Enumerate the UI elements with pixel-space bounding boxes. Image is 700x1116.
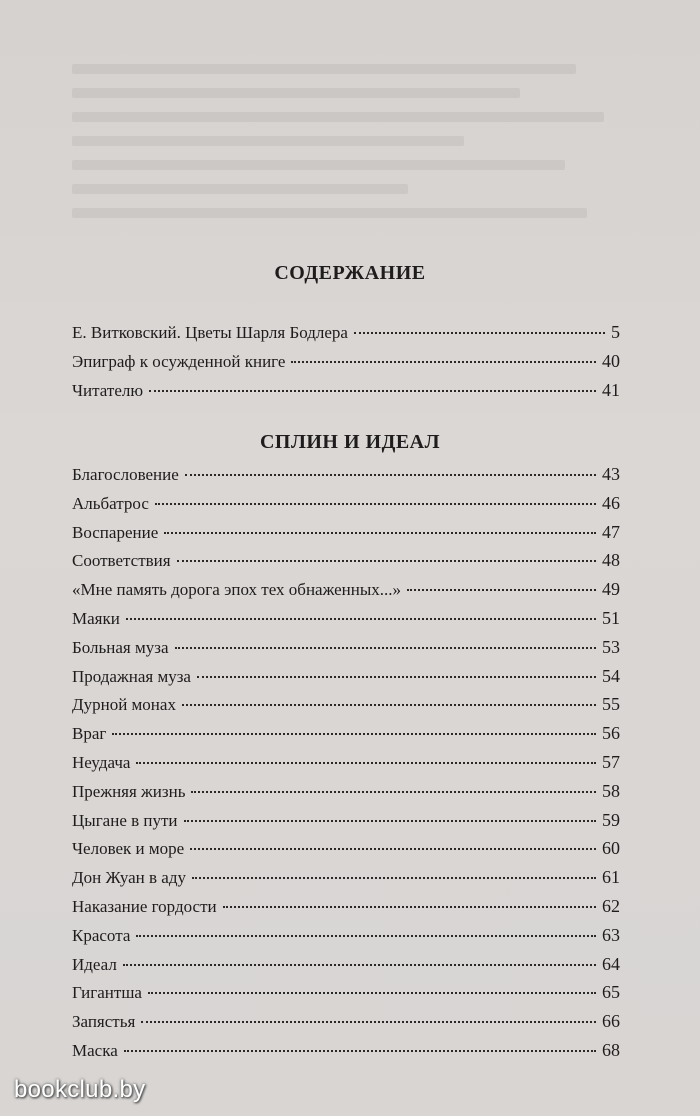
toc-entry-title: Читателю (72, 380, 144, 400)
toc-entry-title: Идеал (72, 954, 117, 974)
toc-entry-title: Альбатрос (72, 493, 149, 513)
toc-entry-title: «Мне память дорога эпох тех обнаженных...» (72, 580, 402, 600)
toc-entry-page: 60 (602, 838, 620, 859)
bleed-through-text (72, 50, 632, 280)
toc-entry-page: 64 (602, 953, 620, 974)
toc-entry[interactable] (72, 546, 620, 575)
toc-entry-page: 49 (602, 579, 620, 600)
dot-leader (141, 1021, 596, 1023)
toc-entry-title: Враг (72, 724, 107, 744)
dot-leader (191, 791, 596, 793)
dot-leader (192, 877, 596, 879)
toc-entry-title: Запястья (72, 1012, 136, 1032)
toc-entry-title: Дурной монах (72, 695, 176, 715)
dot-leader (112, 733, 596, 735)
toc-entry[interactable] (72, 892, 620, 921)
toc-entry-page: 59 (602, 809, 620, 830)
dot-leader (182, 704, 596, 706)
toc-entry-title: Дон Жуан в аду (72, 868, 186, 888)
dot-leader (123, 964, 596, 966)
toc-entry[interactable] (72, 834, 620, 863)
toc-entry[interactable] (72, 1007, 620, 1036)
dot-leader (155, 503, 596, 505)
front-matter-list (72, 318, 620, 404)
toc-entry-page: 66 (602, 1011, 620, 1032)
toc-entry-page: 5 (611, 322, 620, 342)
toc-entry-title: Красота (72, 925, 131, 945)
toc-entry-title: Гигантша (72, 983, 142, 1003)
toc-entry[interactable] (72, 921, 620, 950)
toc-entry-page: 54 (602, 665, 620, 686)
toc-entry-title: Соответствия (72, 551, 171, 571)
dot-leader (223, 906, 596, 908)
dot-leader (148, 992, 596, 994)
toc-entry-page: 53 (602, 636, 620, 657)
toc-entry[interactable] (72, 347, 620, 376)
toc-entry-page: 47 (602, 521, 620, 542)
dot-leader (190, 848, 596, 850)
toc-entry-page: 58 (602, 780, 620, 801)
toc-entry-page: 43 (602, 464, 620, 484)
toc-entry[interactable] (72, 604, 620, 633)
toc-entry[interactable] (72, 690, 620, 719)
toc-entry-title: Маяки (72, 608, 120, 628)
dot-leader (136, 762, 596, 764)
toc-entry-page: 62 (602, 895, 620, 916)
section-entries-list (72, 460, 620, 1065)
toc-entry[interactable] (72, 1036, 620, 1065)
dot-leader (354, 332, 605, 334)
toc-entry-title: Благословение (72, 465, 179, 484)
toc-entry-page: 63 (602, 924, 620, 945)
toc-entry[interactable] (72, 662, 620, 691)
toc-entry-page: 40 (602, 350, 620, 371)
toc-entry-page: 48 (602, 550, 620, 571)
toc-entry[interactable] (72, 806, 620, 835)
toc-entry-page: 51 (602, 607, 620, 628)
toc-entry-title: Продажная муза (72, 666, 191, 686)
toc-entry[interactable] (72, 978, 620, 1007)
toc-entry-page: 68 (602, 1039, 620, 1060)
watermark: bookclub.by (14, 1076, 146, 1103)
toc-entry-title: Цыгане в пути (72, 810, 178, 830)
toc-entry-page: 57 (602, 751, 620, 772)
dot-leader (136, 935, 596, 937)
dot-leader (175, 647, 596, 649)
toc-entry-page: 41 (602, 379, 620, 400)
dot-leader (177, 560, 596, 562)
dot-leader (407, 589, 596, 591)
toc-entry[interactable] (72, 460, 620, 489)
toc-entry[interactable] (72, 748, 620, 777)
toc-entry[interactable] (72, 633, 620, 662)
dot-leader (185, 474, 596, 476)
toc-entry-title: Воспарение (72, 522, 159, 542)
toc-entry-title: Больная муза (72, 637, 169, 657)
section-heading: СПЛИН И ИДЕАЛ (259, 431, 441, 453)
toc-entry[interactable] (72, 863, 620, 892)
toc-entry[interactable] (72, 575, 620, 604)
dot-leader (197, 676, 596, 678)
toc-entry[interactable] (72, 376, 620, 405)
toc-entry-page: 65 (602, 982, 620, 1003)
dot-leader (164, 532, 596, 534)
toc-entry[interactable] (72, 777, 620, 806)
toc-entry-title: Наказание гордости (72, 896, 217, 916)
toc-entry-title: Е. Витковский. Цветы Шарля Бодлера (72, 323, 348, 342)
toc-entry-title: Человек и море (72, 839, 185, 859)
dot-leader (124, 1050, 596, 1052)
toc-entry[interactable] (72, 518, 620, 547)
toc-entry[interactable] (72, 489, 620, 518)
toc-entry-title: Эпиграф к осужденной книге (72, 351, 286, 371)
dot-leader (184, 820, 596, 822)
toc-entry[interactable] (72, 318, 620, 347)
dot-leader (149, 390, 596, 392)
dot-leader (291, 361, 596, 363)
toc-entry-title: Маска (72, 1040, 118, 1060)
toc-entry[interactable] (72, 719, 620, 748)
contents-heading: СОДЕРЖАНИЕ (274, 262, 426, 284)
toc-entry-page: 56 (602, 723, 620, 744)
toc-entry-page: 46 (602, 492, 620, 513)
toc-entry-title: Прежняя жизнь (72, 781, 186, 801)
toc-entry-title: Неудача (72, 752, 131, 772)
toc-entry[interactable] (72, 950, 620, 979)
toc-entry-page: 55 (602, 694, 620, 715)
dot-leader (126, 618, 596, 620)
toc-entry-page: 61 (602, 867, 620, 888)
